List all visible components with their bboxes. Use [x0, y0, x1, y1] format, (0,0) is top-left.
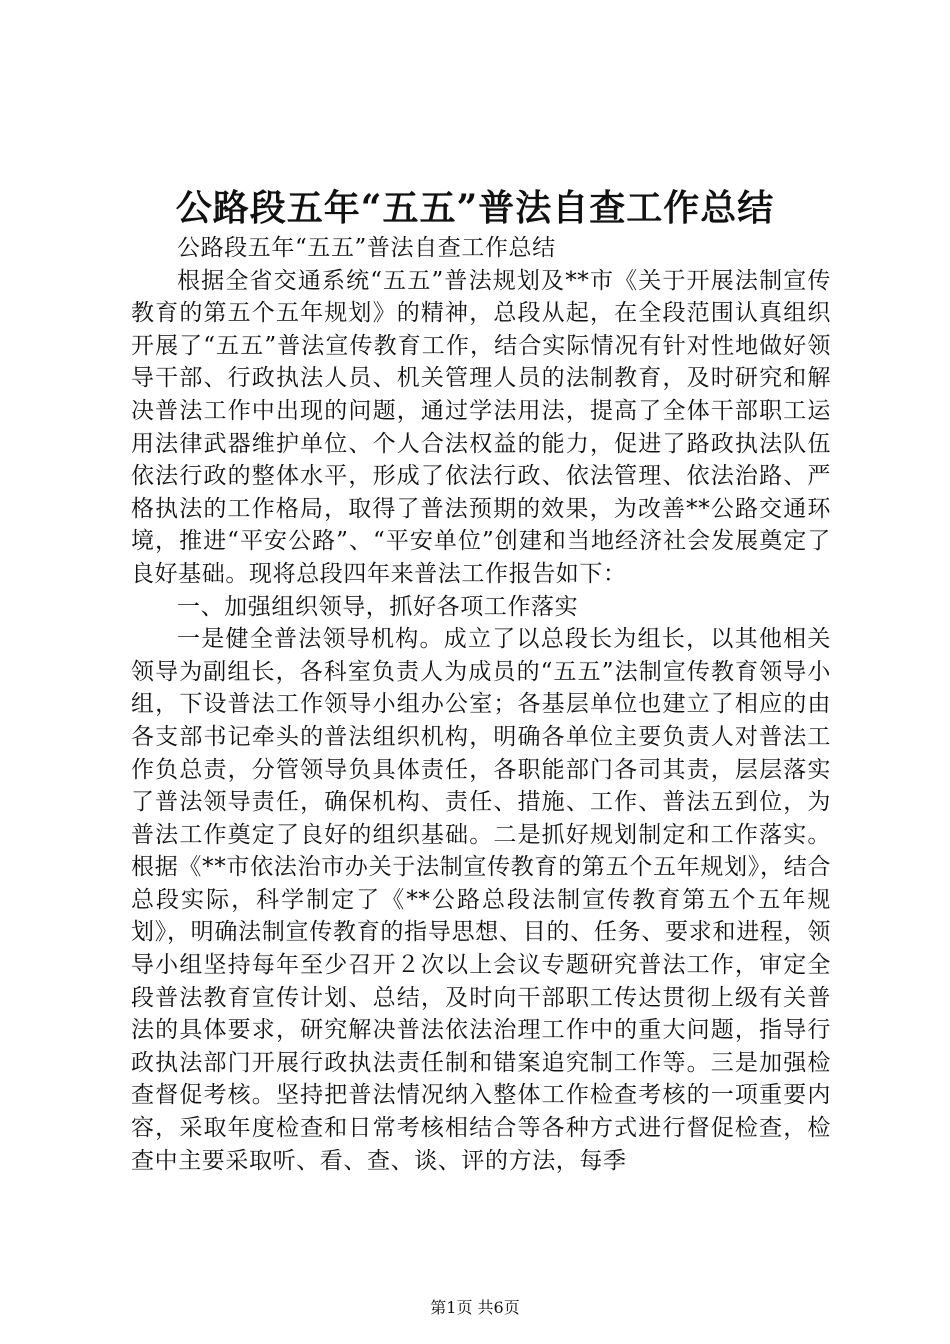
body-paragraph-subtitle: 公路段五年“五五”普法自查工作总结 — [177, 235, 556, 261]
document-title: 公路段五年“五五”普法自查工作总结 — [175, 187, 775, 229]
page-footer: 第1页 共6页 — [430, 1298, 520, 1317]
document-body — [131, 232, 831, 1177]
body-section-heading: 一、加强组织领导，抓好各项工作落实 — [177, 593, 579, 620]
body-paragraph-section-one: 一是健全普法领导机构。成立了以总段长为组长，以其他相关领导为副组长，各科室负责人为成员的“五五”法制宣传教育领导小组，下设普法工作领导小组办公室；各基层单位也建立了相应的由各支部书记牵头的普法组织机构，明确各单位主要负责人对普法工作负总责，分管领导负具体责任，各职能部门各司其责，层层落实了普法领导责任，确保机构、责任、措施、工作、普法五到位，为普法工作奠定了良好的组织基础。二是抓好规划制定和工作落实。根据《**市依法治市办关于法制宣传教育的第五个五年规划》，结合总段实际，科学制定了《**公路总段法制宣传教育第五个五年规划》，明确法制宣传教育的指导思想、目的、任务、要求和进程，领导小组坚持每年至少召开２次以上会议专题研究普法工作，审定全段普法教育宣传计划、总结，及时向干部职工传达贯彻上级有关普法的具体要求，研究解决普法依法治理工作中的重大问题，指导行政执法部门开展行政执法责任制和错案追究制工作等。三是加强检查督促考核。坚持把普法情况纳入整体工作检查考核的一项重要内容，采取年度检查和日常考核相结合等各种方式进行督促检查，检查中主要采取听、看、查、谈、评的方法，每季 — [131, 626, 831, 1174]
body-paragraph-intro: 根据全省交通系统“五五”普法规划及**市《关于开展法制宣传教育的第五个五年规划》的精神，总段从起，在全段范围认真组织开展了“五五”普法宣传教育工作，结合实际情况有针对性地做好领导干部、行政执法人员、机关管理人员的法制教育，及时研究和解决普法工作中出现的问题，通过学法用法，提高了全体干部职工运用法律武器维护单位、个人合法权益的能力，促进了路政执法队伍依法行政的整体水平，形成了依法行政、依法管理、依法治路、严格执法的工作格局，取得了普法预期的效果，为改善**公路交通环境，推进“平安公路”、“平安单位”创建和当地经济社会发展奠定了良好基础。现将总段四年来普法工作报告如下： — [131, 267, 831, 587]
